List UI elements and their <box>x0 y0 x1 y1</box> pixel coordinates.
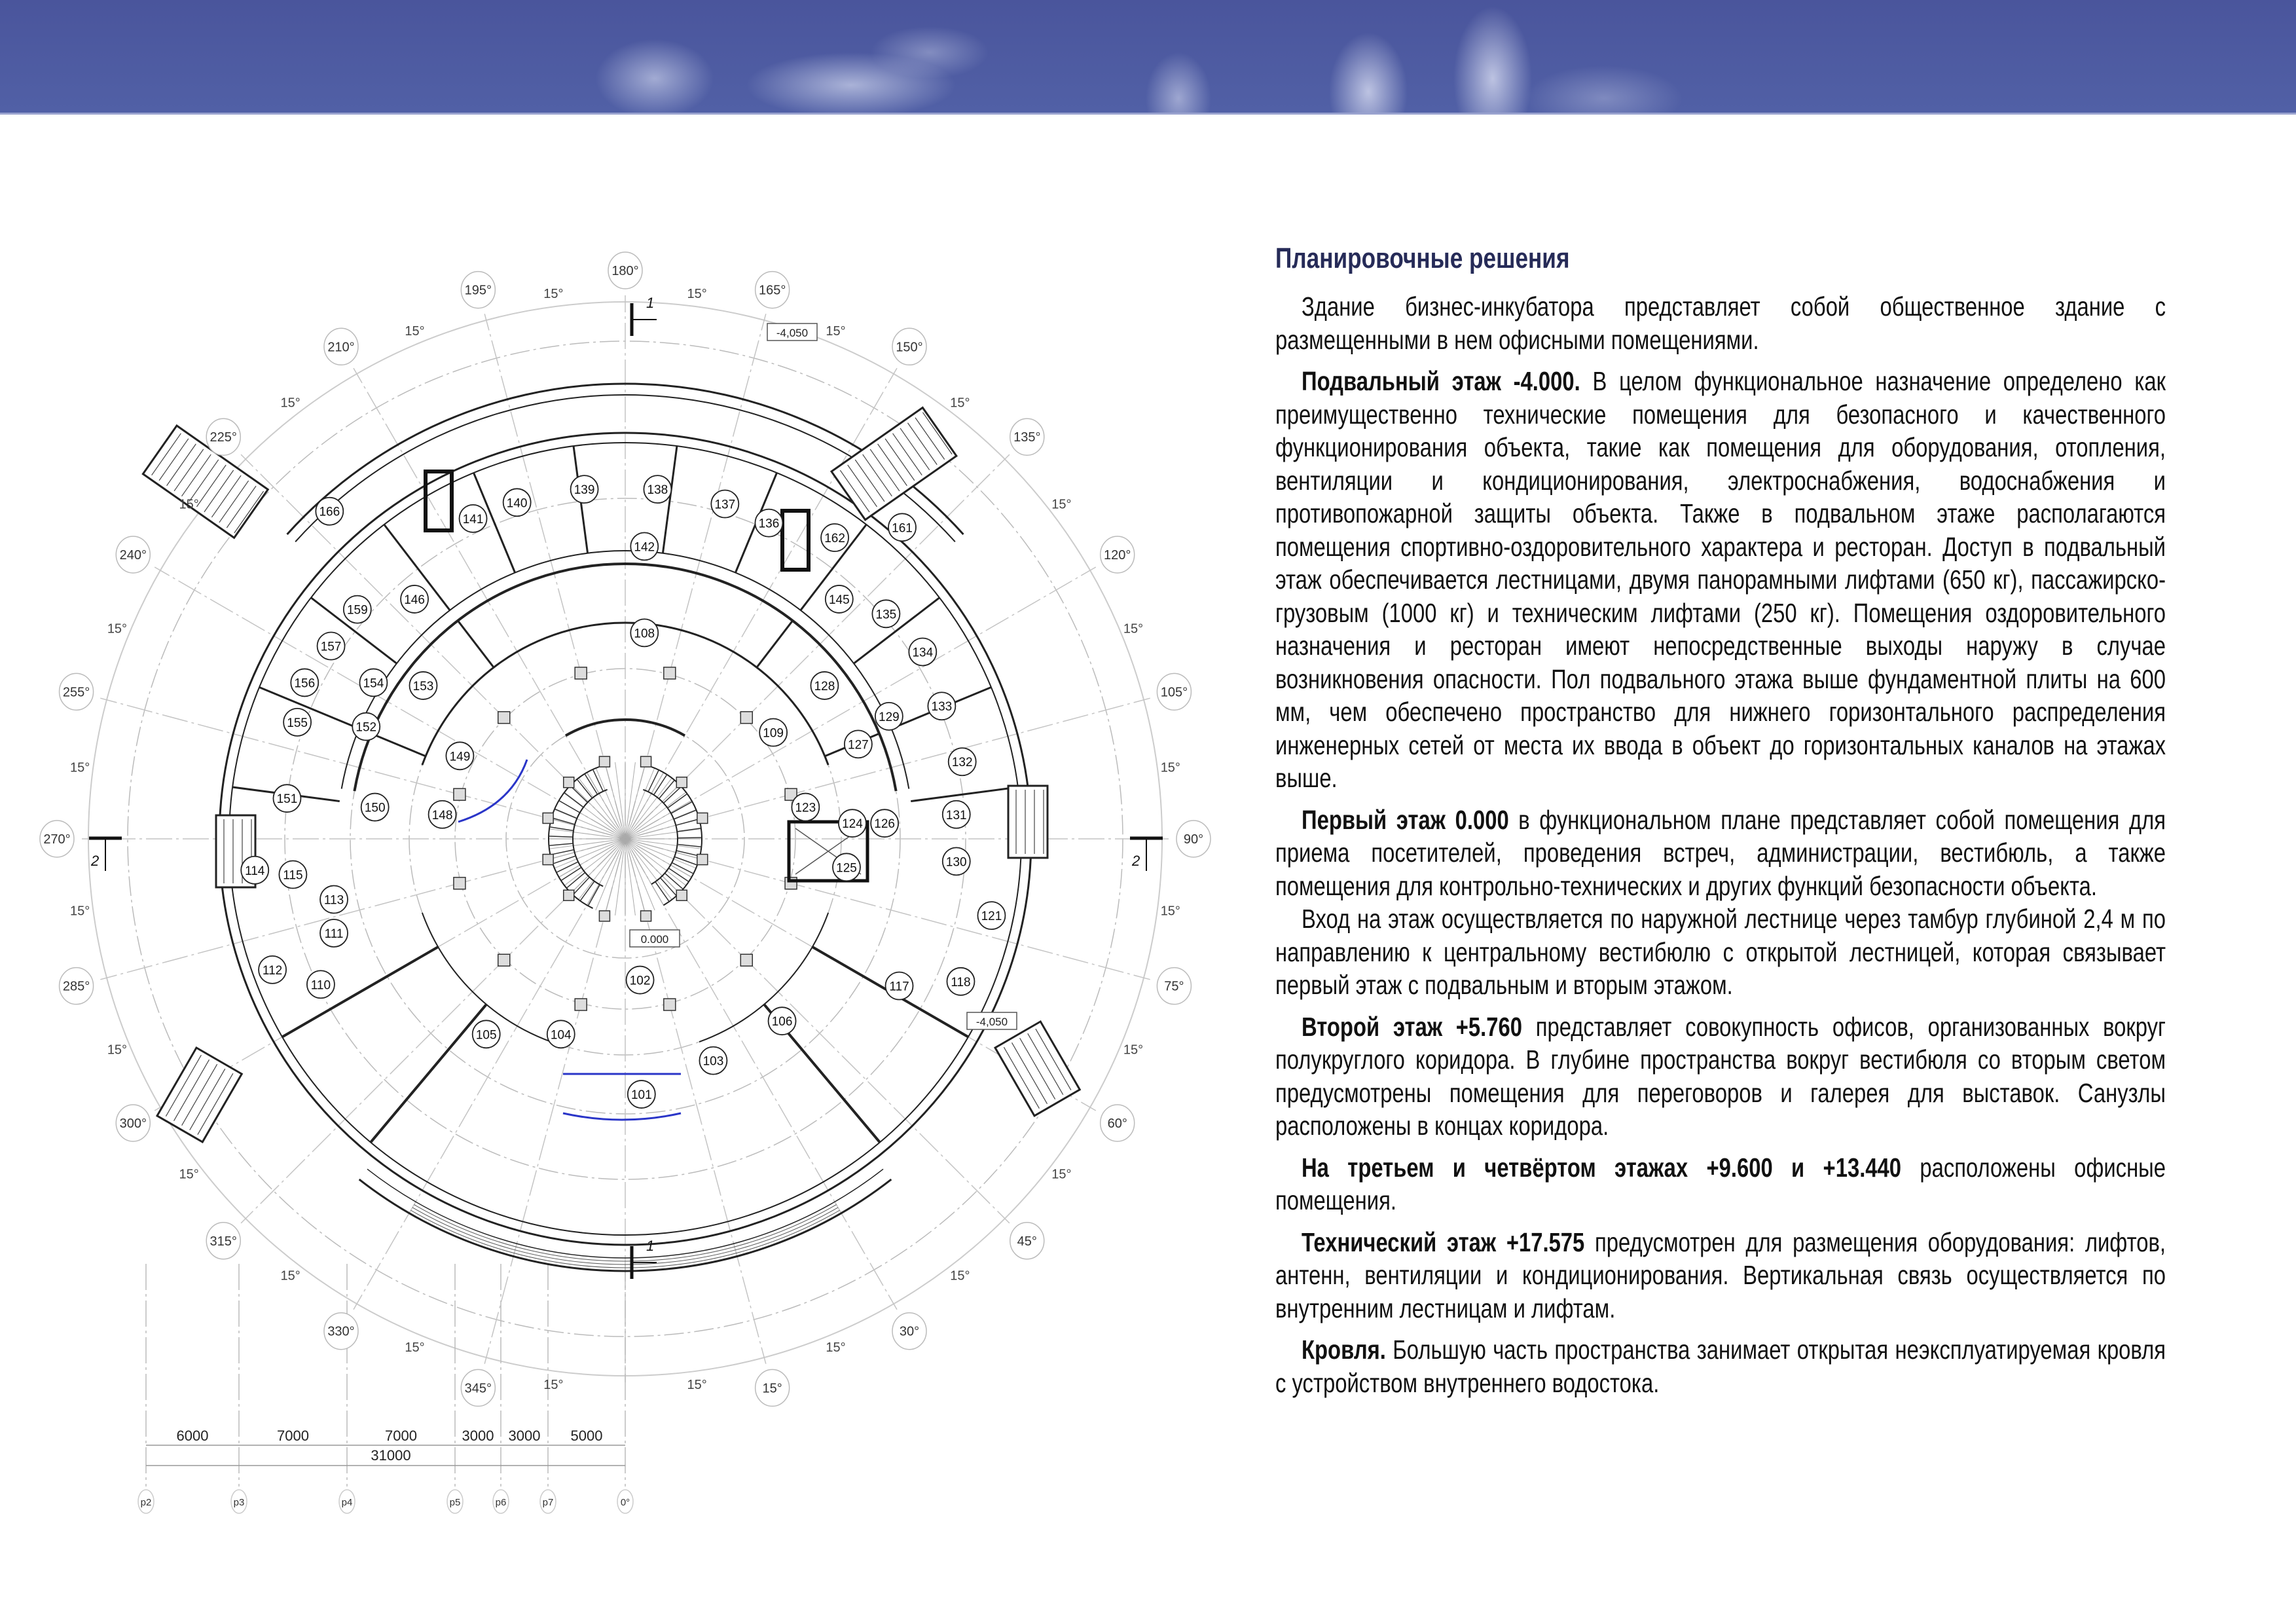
grid-axis <box>634 848 1010 1223</box>
column <box>740 954 752 966</box>
interval-label: 15° <box>543 1377 564 1392</box>
axis-label: 120° <box>1104 548 1131 563</box>
axis-label: 210° <box>327 340 355 355</box>
axis-label: 330° <box>327 1324 355 1339</box>
axis-label: 105° <box>1160 685 1188 700</box>
axis-label: p7 <box>542 1497 554 1508</box>
room-number: 108 <box>634 627 655 641</box>
interval-label: 15° <box>1123 621 1144 637</box>
room-number: 118 <box>951 975 971 989</box>
column <box>697 855 708 865</box>
room-labels <box>241 475 1005 1108</box>
axis-label: 255° <box>62 685 90 700</box>
column <box>599 911 610 921</box>
stair-ray <box>625 800 692 839</box>
room-number: 124 <box>842 817 863 832</box>
room-number: 149 <box>449 750 471 764</box>
paragraph <box>1275 365 2166 795</box>
interval-label: 15° <box>1051 497 1072 512</box>
column <box>676 890 687 900</box>
section-number: 1 <box>646 1238 655 1254</box>
paragraph <box>1275 290 2166 356</box>
dimension-value: 5000 <box>570 1428 603 1444</box>
column <box>664 999 676 1010</box>
axis-label: p3 <box>233 1497 245 1508</box>
shaft-nw <box>426 471 452 530</box>
paragraph <box>1275 803 2166 903</box>
interval-label: 15° <box>543 287 564 302</box>
dimension-value: 3000 <box>462 1428 494 1444</box>
column <box>564 777 574 788</box>
room-number: 110 <box>310 978 331 993</box>
stair-tread <box>648 770 659 792</box>
column <box>740 712 752 724</box>
paragraph-lead: На третьем и четвёртом этажах +9.600 и +13.440 <box>1302 1152 1902 1183</box>
paragraph <box>1275 1010 2166 1143</box>
southeast-stair <box>995 1022 1080 1116</box>
room-number: 156 <box>294 676 316 691</box>
stair-tread <box>549 836 573 837</box>
grid-axis <box>484 851 622 1363</box>
column <box>543 813 553 823</box>
paragraph-lead: Второй этаж +5.760 <box>1302 1011 1523 1042</box>
room-number: 140 <box>506 496 528 511</box>
annex-outline <box>831 407 957 519</box>
room-number: 145 <box>828 593 850 607</box>
column <box>454 877 465 889</box>
column <box>454 788 465 800</box>
room-number: 151 <box>276 792 298 807</box>
room-number: 161 <box>892 521 913 536</box>
room-number: 121 <box>981 910 1002 924</box>
column <box>498 954 510 966</box>
column <box>641 756 651 767</box>
interval-label: 15° <box>826 323 846 339</box>
paragraph-lead: Технический этаж +17.575 <box>1302 1227 1585 1257</box>
dimension-total: 31000 <box>371 1447 411 1464</box>
grid-axis <box>100 842 612 980</box>
paragraph-text: расположены офисные помещения. <box>1275 1152 2166 1215</box>
stair-ray <box>625 764 646 839</box>
paragraph-lead: Кровля. <box>1302 1335 1386 1365</box>
stair-ray <box>587 772 625 839</box>
axis-label: p5 <box>449 1497 461 1508</box>
room-number: 114 <box>245 864 265 878</box>
axis-label: 300° <box>119 1116 147 1131</box>
room-number: 139 <box>574 483 595 498</box>
room-number: 146 <box>404 593 425 607</box>
paragraph-text: предусмотрен для размещения оборудования: лифтов, антенн, вентиляции и кондиционирования. Вертикальная связь осуществляется по внутренним лестницам и лифтам. <box>1275 1227 2166 1323</box>
interval-label: 15° <box>950 396 970 411</box>
stair-ray <box>605 839 625 913</box>
room-number: 105 <box>475 1028 497 1043</box>
stair-ray <box>625 839 646 913</box>
column <box>599 756 610 767</box>
axis-label: 165° <box>758 283 786 298</box>
stair-tread <box>674 810 696 819</box>
axis-label: 30° <box>899 1324 920 1339</box>
elevation-label: 0.000 <box>640 933 669 946</box>
column <box>641 911 651 921</box>
room-number: 102 <box>629 974 651 988</box>
southwest-stair <box>157 1048 242 1142</box>
interval-label: 15° <box>280 396 301 411</box>
interval-label: 15° <box>70 904 90 919</box>
column <box>498 712 510 724</box>
interval-label: 15° <box>405 1340 425 1356</box>
room-number: 157 <box>320 640 342 654</box>
stair-ray <box>587 839 625 906</box>
axis-label: p6 <box>495 1497 507 1508</box>
grid-axis <box>638 842 1150 980</box>
room-number: 125 <box>836 861 857 876</box>
paragraph-text: представляет совокупность офисов, организованных вокруг полукруглого коридора. В глубине пространства вокруг вестибюля со вторым светом предусмотрены помещения для переговоров и галерея для выставок. Санузлы расположены в концах коридора. <box>1275 1011 2166 1141</box>
article-heading: Планировочные решения <box>1275 242 1570 274</box>
dimension-value: 7000 <box>385 1428 417 1444</box>
axis-label: 180° <box>611 264 639 278</box>
axis-label: 135° <box>1013 430 1041 445</box>
room-number: 141 <box>462 512 484 526</box>
room-number: 166 <box>319 505 340 519</box>
interval-label: 15° <box>179 497 199 512</box>
partition-wall <box>371 733 426 756</box>
room-number: 134 <box>912 646 934 660</box>
stair-ray <box>625 839 700 859</box>
paragraph <box>1275 902 2166 1002</box>
interval-label: 15° <box>107 1043 128 1058</box>
partition-wall <box>757 621 793 667</box>
dimension-value: 6000 <box>176 1428 209 1444</box>
partition-wall <box>282 947 438 1037</box>
interval-label: 15° <box>1160 760 1180 775</box>
room-number: 128 <box>814 679 835 693</box>
room-number: 109 <box>763 726 784 741</box>
axis-label: 195° <box>464 283 492 298</box>
stair-ray <box>625 772 664 839</box>
paragraph-lead: Первый этаж 0.000 <box>1302 804 1509 835</box>
shaft-ne <box>782 511 809 570</box>
axis-label: p2 <box>140 1497 152 1508</box>
interval-label: 15° <box>950 1268 970 1283</box>
paragraph-text: В целом функциональное назначение определено как преимущественно технические помещения для безопасного и качественного функционирования объекта, такие как помещения для оборудования, отопления, вентиляции и кондиционирования, электроснабжения, водоснабжения и противопожарной защиты объекта. Также в подвальном этаже располагаются помещения спортивно-оздоровительного характера и ресторан. Доступ в подвальный этаж обеспечивается лестницами, двумя панорамными лифтами (650 кг), пассажирско-грузовым (1000 кг) и техническим лифтами (250 кг). Помещения оздоровительного назначения и ресторан имеют непосредственные выходы наружу в случае возникновения опасности. Пол подвального этажа выше фундаментной плиты на 600 мм, чем обеспечено пространство для нижнего горизонтального распределения инженерных сетей от места их ввода в объект до горизонтальных каналов на этажах выше. <box>1275 366 2166 793</box>
east-stair <box>1008 786 1048 858</box>
room-number: 106 <box>771 1015 793 1029</box>
room-number: 123 <box>795 801 816 815</box>
room-number: 111 <box>324 927 344 941</box>
stair-tread <box>677 828 701 832</box>
axis-label: 60° <box>1107 1116 1127 1131</box>
axis-label: 285° <box>62 979 90 994</box>
northeast-stair <box>831 407 957 519</box>
elevation-label: -4,050 <box>975 1016 1008 1028</box>
axis-label: 225° <box>210 430 237 445</box>
room-number: 101 <box>630 1088 652 1103</box>
stair-ray <box>551 839 625 859</box>
section-number: 2 <box>1132 853 1140 869</box>
room-number: 153 <box>412 679 434 693</box>
paragraph-text: Вход на этаж осуществляется по наружной лестнице через тамбур глубиной 2,4 м по направлению к центральному вестибюлю с открытой лестницей, которая связывает первый этаж с подвальным и вторым этажом. <box>1275 904 2166 1000</box>
room-number: 162 <box>824 531 845 545</box>
northwest-stair <box>143 426 268 538</box>
stair-tread <box>555 809 577 818</box>
interval-label: 15° <box>1051 1167 1072 1182</box>
annex-outline <box>143 426 268 538</box>
stair-tread <box>549 827 574 831</box>
room-number: 127 <box>848 738 869 752</box>
axis-label: p4 <box>341 1497 353 1508</box>
interval-label: 15° <box>405 323 425 339</box>
axis-label: 90° <box>1183 832 1204 847</box>
room-number: 155 <box>287 716 308 730</box>
paragraph-text: в функциональном плане представляет собой помещения для приема посетителей, проведения встреч, администрации, вестибюль, а также помещения для контрольно-технических и других функций безопасности объекта. <box>1275 804 2166 901</box>
stair-tread <box>549 843 573 845</box>
section-number: 1 <box>646 295 655 311</box>
paragraph-text: Здание бизнес-инкубатора представляет собой общественное здание с размещенными в нем офисными помещениями. <box>1275 291 2166 355</box>
grid-axis <box>629 851 766 1363</box>
annex-outline <box>1008 786 1048 858</box>
column <box>564 890 574 900</box>
interval-label: 15° <box>687 287 707 302</box>
partition-wall <box>371 1005 486 1143</box>
axis-label: 150° <box>896 340 923 355</box>
stair-ray <box>625 839 664 906</box>
grid-axis <box>484 314 622 826</box>
column <box>697 813 708 823</box>
axis-label: 270° <box>43 832 71 847</box>
axis-label: 75° <box>1164 979 1184 994</box>
room-number: 103 <box>702 1054 724 1069</box>
room-number: 117 <box>889 980 909 994</box>
interval-label: 15° <box>280 1268 301 1283</box>
elevation-label: -4,050 <box>776 327 809 339</box>
room-number: 113 <box>323 893 344 908</box>
axis-label: 0° <box>620 1497 630 1508</box>
stair-tread <box>556 862 578 872</box>
room-number: 137 <box>714 498 736 512</box>
room-number: 159 <box>346 603 368 618</box>
interval-label: 15° <box>70 760 90 775</box>
room-number: 126 <box>874 817 895 832</box>
axis-label: 15° <box>762 1381 782 1396</box>
interval-label: 15° <box>179 1167 199 1182</box>
paragraph <box>1275 1151 2166 1217</box>
axis-label: 240° <box>119 548 147 563</box>
interval-label: 15° <box>1160 904 1180 919</box>
axis-label: 345° <box>464 1381 492 1396</box>
paragraph-lead: Подвальный этаж -4.000. <box>1302 366 1580 396</box>
grid-axis <box>629 314 766 826</box>
column <box>575 667 587 679</box>
room-number: 112 <box>262 963 283 978</box>
stair-tread <box>552 818 575 824</box>
room-number: 133 <box>931 700 953 714</box>
room-number: 132 <box>951 756 973 770</box>
stair-ray <box>605 764 625 839</box>
paragraph <box>1275 1333 2166 1399</box>
column <box>575 999 587 1010</box>
partition-wall <box>458 621 494 667</box>
section-number: 2 <box>91 853 100 869</box>
room-number: 136 <box>758 517 780 531</box>
grid-axis <box>241 454 616 830</box>
room-number: 115 <box>283 868 303 883</box>
grid-axis <box>634 454 1010 830</box>
room-number: 130 <box>945 855 967 870</box>
room-number: 131 <box>945 808 967 822</box>
room-number: 154 <box>363 676 384 691</box>
axis-label: 315° <box>210 1234 237 1249</box>
room-number: 138 <box>647 483 668 498</box>
room-number: 152 <box>355 720 377 735</box>
room-number: 148 <box>431 808 453 822</box>
interval-label: 15° <box>687 1377 707 1392</box>
column <box>676 777 687 788</box>
column <box>664 667 676 679</box>
dimension-value: 3000 <box>508 1428 541 1444</box>
accent-vestibule <box>563 1074 681 1120</box>
partition-wall <box>911 787 1018 802</box>
room-number: 150 <box>364 801 386 815</box>
room-number: 104 <box>550 1028 572 1043</box>
stair-tread <box>676 819 699 826</box>
axis-label: 45° <box>1017 1234 1037 1249</box>
article <box>1275 239 2166 1408</box>
paragraph-text: Большую часть пространства занимает открытая неэксплуатируемая кровля с устройством внутреннего водостока. <box>1275 1335 2166 1398</box>
column <box>543 855 553 865</box>
room-number: 135 <box>875 608 897 622</box>
interval-label: 15° <box>826 1340 846 1356</box>
dimension-value: 7000 <box>277 1428 309 1444</box>
stair-tread <box>570 786 588 803</box>
room-number: 142 <box>634 540 655 555</box>
room-number: 129 <box>879 710 900 724</box>
paragraph <box>1275 1226 2166 1325</box>
interval-label: 15° <box>107 621 128 637</box>
interval-label: 15° <box>1123 1043 1144 1058</box>
